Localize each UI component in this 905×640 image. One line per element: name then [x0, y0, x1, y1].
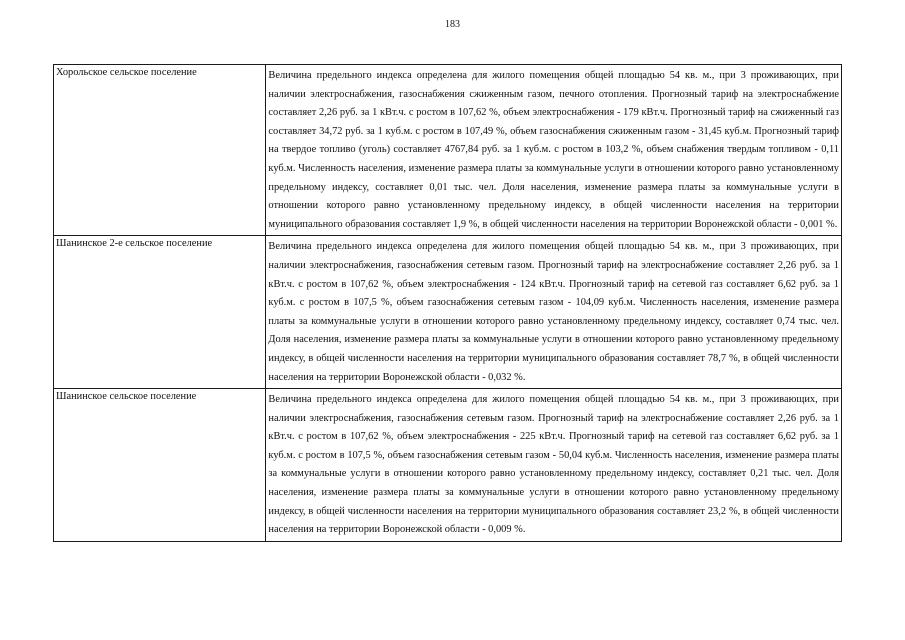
description-cell	[266, 236, 842, 389]
settlement-name: Хорольское сельское поселение	[56, 67, 197, 78]
table-row	[54, 389, 842, 542]
table-row	[54, 236, 842, 389]
tariff-description: Величина предельного индекса определена для жилого помещения общей площадью 54 кв. м., при 3 проживающих, при наличии электроснабжения, газоснабжения сетевым газом. Прогнозный тариф на электроснабжение составляет 2,26 руб. за 1 кВт.ч. с ростом в 107,62 %, объем электроснабжения - 124 кВт.ч. Прогнозный тариф на сетевой газ составляет 6,62 руб. за 1 куб.м. с ростом в 107,5 %, объем газоснабжения сетевым газом - 104,09 куб.м. Численность населения, изменение размера платы за коммунальные услуги в отношении которого равно установленному предельному индексу, составляет 0,74 тыс. чел. Доля населения, изменение размера платы за коммунальные услуги в отношении которого равно установленному предельному индексу, в общей численности населения на территории муниципального образования составляет 78,7 %, в общей численности населения на территории Воронежской области - 0,032 %.	[268, 241, 839, 383]
description-cell	[266, 389, 842, 542]
settlement-cell	[54, 65, 266, 236]
page-number: 183	[445, 19, 460, 30]
description-cell	[266, 65, 842, 236]
settlement-tariff-table	[53, 64, 842, 542]
settlement-name: Шанинское 2-е сельское поселение	[56, 238, 213, 250]
settlement-cell	[54, 389, 266, 542]
settlement-cell	[54, 236, 266, 389]
settlement-name: Шанинское сельское поселение	[56, 391, 197, 403]
table-row	[54, 65, 842, 236]
tariff-description: Величина предельного индекса определена для жилого помещения общей площадью 54 кв. м., при 3 проживающих, при наличии электроснабжения, газоснабжения сжиженным газом, печного отопления. Прогнозный тариф на электроснабжение составляет 2,26 руб. за 1 кВт.ч. с ростом в 107,62 %, объем электроснабжения - 179 кВт.ч. Прогнозный тариф на сжиженный газ составляет 34,72 руб. за 1 куб.м. с ростом в 107,49 %, объем газоснабжения сжиженным газом - 31,45 куб.м. Прогнозный тариф на твердое топливо (уголь) составляет 4767,84 руб. за 1 куб.м. с ростом в 103,2 %, объем снабжения твердым топливом - 0,11 куб.м. Численность населения, изменение размера платы за коммунальные услуги в отношении которого равно установленному предельному индексу, составляет 0,01 тыс. чел. Доля населения, изменение размера платы за коммунальные услуги в отношении которого равно установленному предельному индексу, в общей численности населения на территории муниципального образования составляет 1,9 %, в общей численности населения на территории Воронежской области - 0,001 %.	[268, 70, 839, 230]
tariff-description: Величина предельного индекса определена для жилого помещения общей площадью 54 кв. м., при 3 проживающих, при наличии электроснабжения, газоснабжения сетевым газом. Прогнозный тариф на электроснабжение составляет 2,26 руб. за 1 кВт.ч. с ростом в 107,62 %, объем электроснабжения - 225 кВт.ч. Прогнозный тариф на сетевой газ составляет 6,62 руб. за 1 куб.м. с ростом в 107,5 %, объем газоснабжения сетевым газом - 50,04 куб.м. Численность населения, изменение размера платы за коммунальные услуги в отношении которого равно установленному предельному индексу, составляет 0,21 тыс. чел. Доля населения, изменение размера платы за коммунальные услуги в отношении которого равно установленному предельному индексу, в общей численности населения на территории муниципального образования составляет 23,2 %, в общей численности населения на территории Воронежской области - 0,009 %.	[268, 394, 839, 536]
